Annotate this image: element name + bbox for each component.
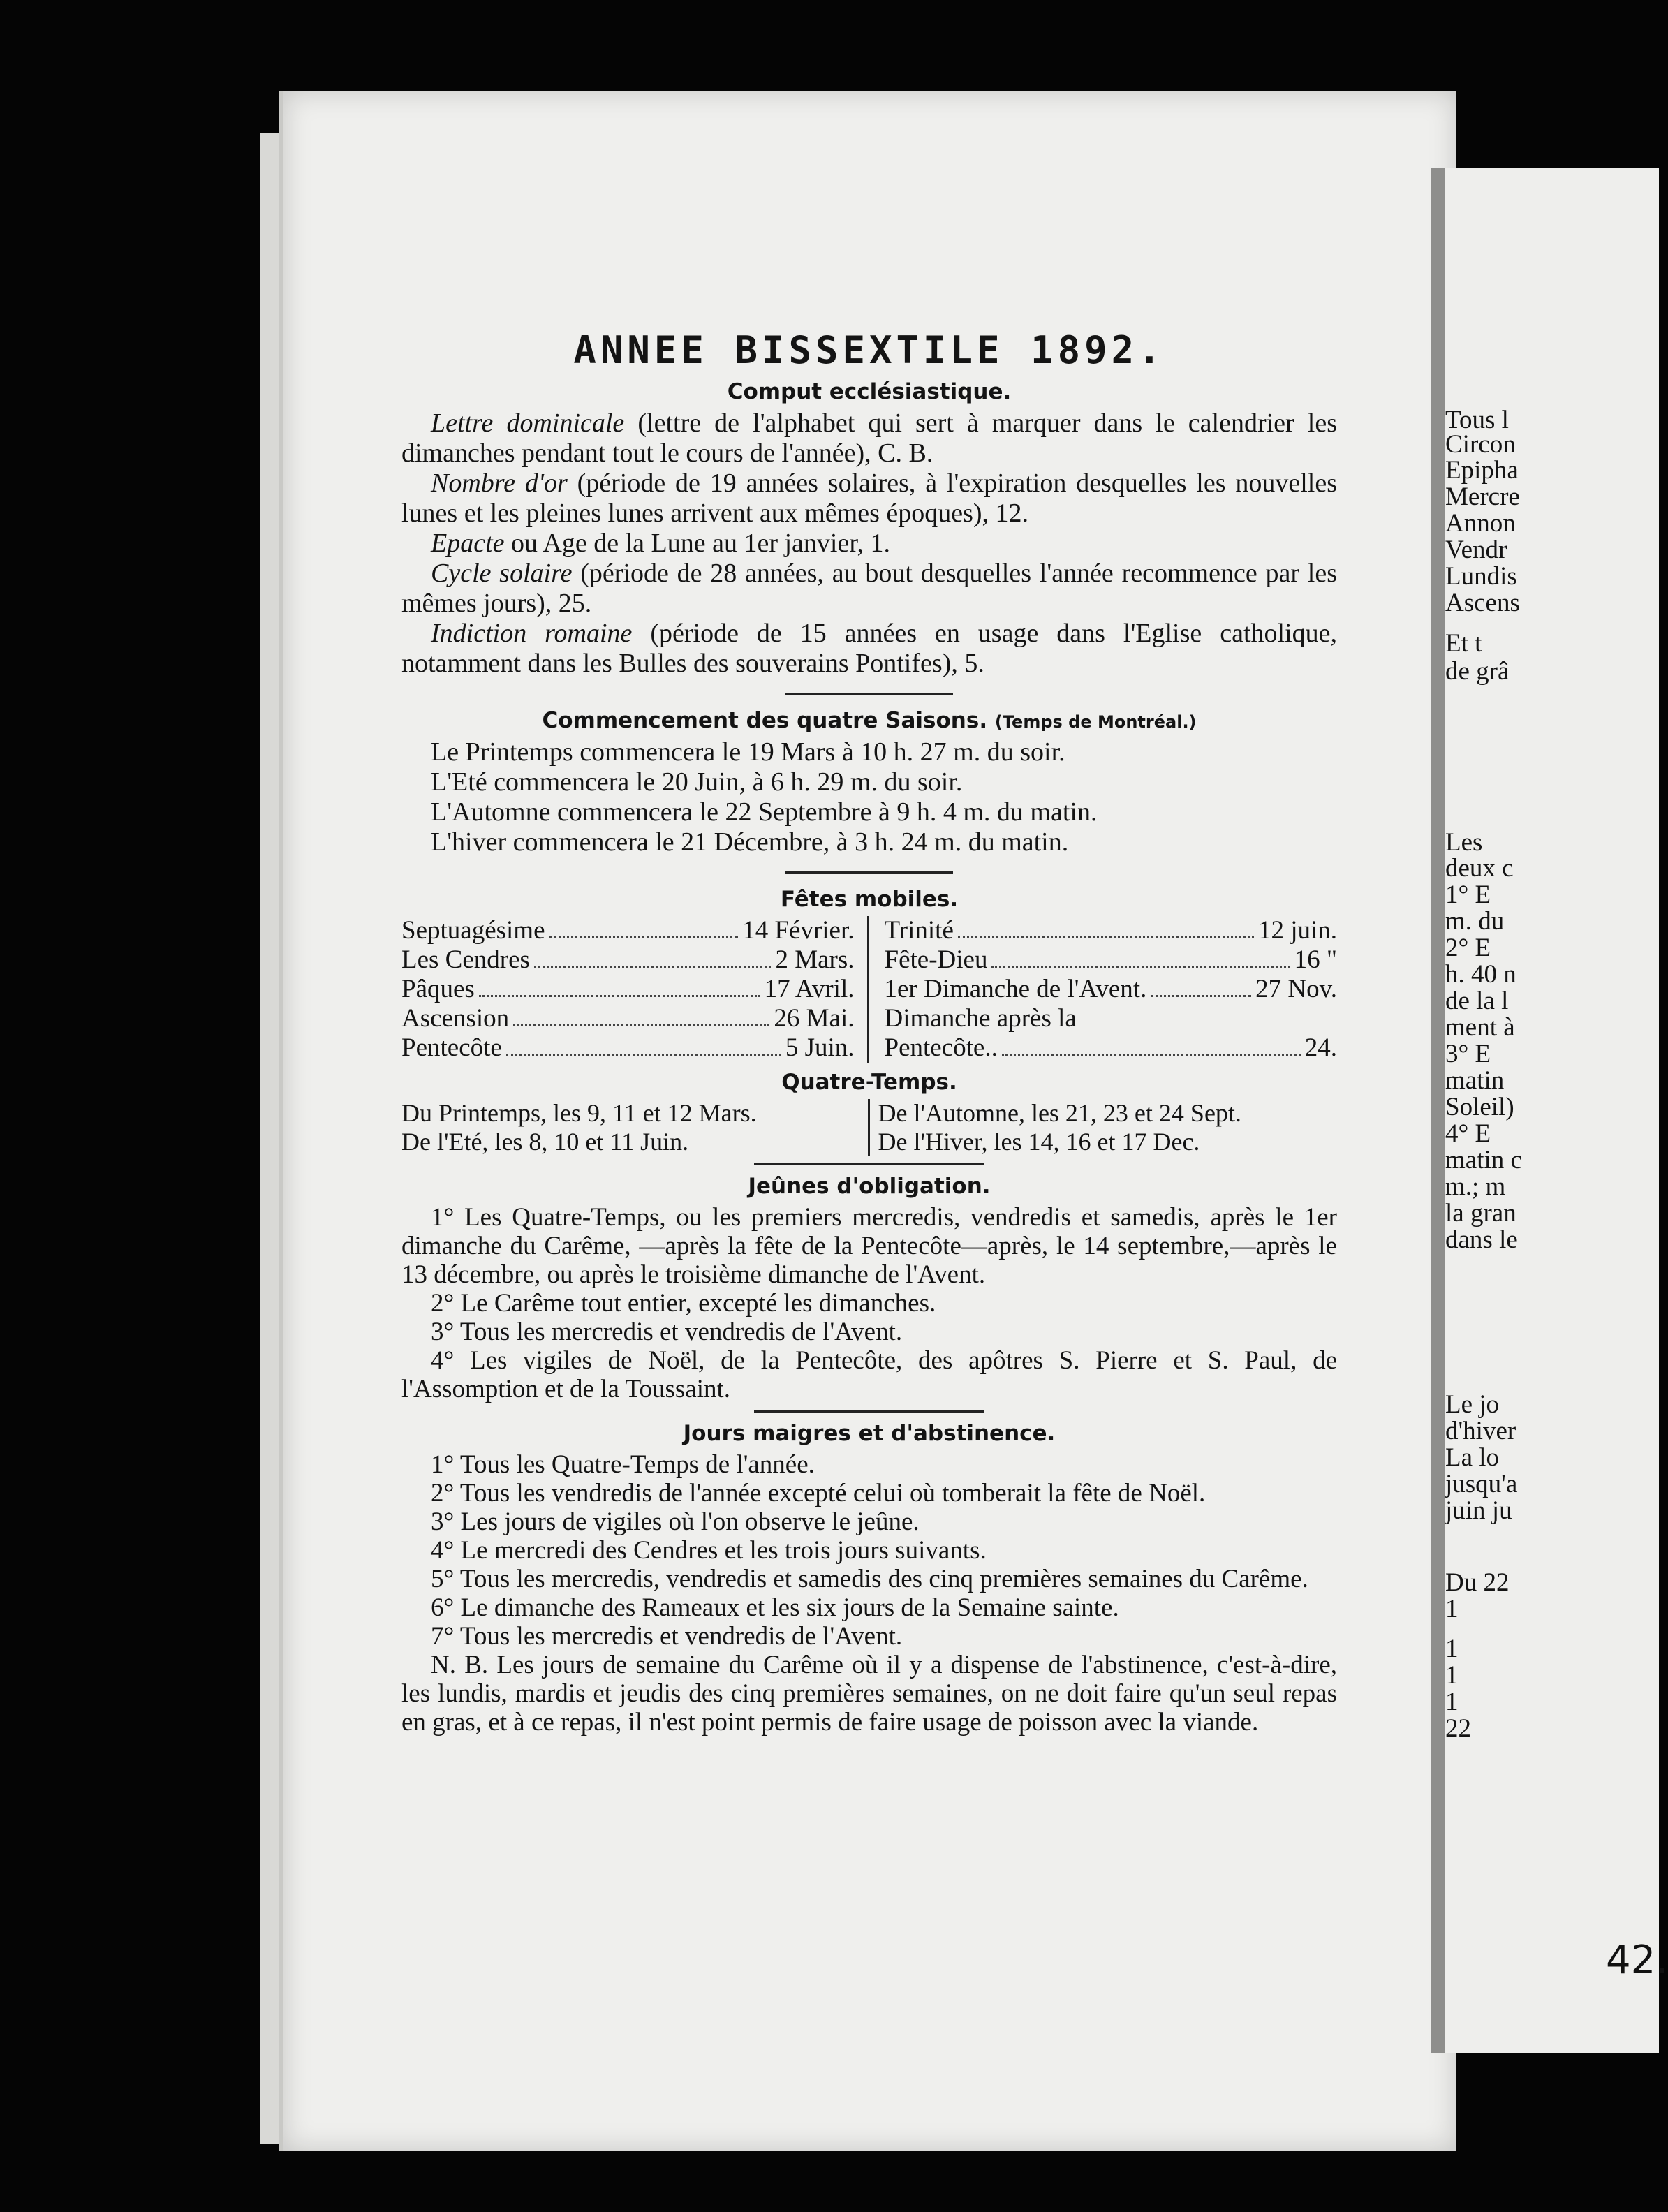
comput-text: (lettre de l'alphabet qui sert à marquer dans le calendrier les dimanches pendant tout le cours de l'année), C. B. bbox=[401, 408, 1337, 468]
season-line: L'hiver commencera le 21 Décembre, à 3 h. 24 m. du matin. bbox=[431, 827, 1069, 857]
quatre-temps-heading: Quatre-Temps. bbox=[781, 1070, 957, 1095]
right-page-line: deux c bbox=[1445, 854, 1514, 883]
right-page-line: jusqu'a bbox=[1445, 1470, 1518, 1498]
fete-row bbox=[885, 945, 1338, 975]
divider bbox=[754, 1410, 984, 1413]
right-page-line: Tous l bbox=[1445, 406, 1509, 434]
right-page-line: Vendr bbox=[1445, 536, 1507, 564]
fete-row bbox=[885, 1004, 1338, 1033]
divider bbox=[785, 693, 953, 695]
maigres-list bbox=[401, 1450, 1337, 1737]
right-page-line: d'hiver bbox=[1445, 1417, 1516, 1445]
right-page-line: ment à bbox=[1445, 1013, 1515, 1042]
jeunes-item: 4° Les vigiles de Noël, de la Pentecôte, des apôtres S. Pierre et S. Paul, de l'Assomption et de la Toussaint. bbox=[401, 1346, 1337, 1403]
fete-row bbox=[401, 1033, 855, 1063]
right-page-line: 3° E bbox=[1445, 1040, 1491, 1068]
fete-name: Septuagésime bbox=[401, 916, 545, 945]
fete-date: 2 Mars. bbox=[775, 945, 855, 974]
comput-text: (période de 28 années, au bout desquelles l'année recommence par les mêmes jours), 25. bbox=[401, 559, 1337, 618]
right-page-fragment bbox=[1445, 168, 1659, 2053]
leader-dots bbox=[506, 1033, 781, 1056]
right-page-line: matin bbox=[1445, 1066, 1505, 1095]
seasons-section bbox=[401, 737, 1337, 857]
right-page-line: Mercre bbox=[1445, 482, 1520, 511]
season-line: L'Eté commencera le 20 Juin, à 6 h. 29 m. du soir. bbox=[431, 767, 963, 797]
right-page-line: Et t bbox=[1445, 629, 1482, 658]
fete-name: Pentecôte.. bbox=[884, 1033, 998, 1062]
fete-name: Trinité bbox=[884, 916, 954, 945]
right-page-line: 1° E bbox=[1445, 880, 1491, 909]
jeunes-item: 2° Le Carême tout entier, excepté les dimanches. bbox=[431, 1289, 936, 1318]
seasons-heading: Commencement des quatre Saisons. (Temps de Montréal.) bbox=[542, 708, 1197, 733]
right-page-line: 1 bbox=[1445, 1635, 1459, 1663]
right-page-line: Annon bbox=[1445, 509, 1516, 538]
right-page-line: 1 bbox=[1445, 1595, 1459, 1623]
comput-heading: Comput ecclésiastique. bbox=[727, 379, 1012, 404]
comput-item bbox=[401, 529, 1337, 559]
page-title: ANNEE BISSEXTILE 1892. bbox=[573, 328, 1165, 372]
maigres-item: 2° Tous les vendredis de l'année excepté celui où tomberait la fête de Noël. bbox=[431, 1479, 1206, 1507]
fete-row bbox=[401, 916, 855, 945]
season-line: L'Automne commencera le 22 Septembre à 9 h. 4 m. du matin. bbox=[431, 797, 1098, 827]
jeunes-item: 3° Tous les mercredis et vendredis de l'Avent. bbox=[431, 1318, 903, 1346]
fete-row bbox=[885, 1033, 1338, 1063]
leader-dots bbox=[549, 916, 739, 938]
maigres-item: 3° Les jours de vigiles où l'on observe le jeûne. bbox=[431, 1507, 920, 1536]
page-edge bbox=[260, 133, 281, 2144]
fete-name: Pâques bbox=[401, 975, 475, 1003]
jeunes-item: 1° Les Quatre-Temps, ou les premiers mercredis, vendredis et samedis, après le 1er dimanche du Carême, —après la fête de la Pentecôte—après, le 14 septembre,—après le 13 décembre, ou après le troisième dimanche de l'Avent. bbox=[401, 1203, 1337, 1289]
fete-row bbox=[401, 1004, 855, 1033]
fete-row bbox=[885, 916, 1338, 945]
maigres-item: 6° Le dimanche des Rameaux et les six jours de la Semaine sainte. bbox=[431, 1593, 1119, 1622]
quatre-temps-left bbox=[401, 1099, 870, 1156]
maigres-item: 4° Le mercredi des Cendres et les trois jours suivants. bbox=[431, 1536, 987, 1565]
season-line: Le Printemps commencera le 19 Mars à 10 h. 27 m. du soir. bbox=[431, 737, 1065, 767]
right-page-line: Le jo bbox=[1445, 1390, 1500, 1419]
right-page-line: m.; m bbox=[1445, 1172, 1506, 1201]
divider bbox=[785, 871, 953, 874]
right-page-line: de grâ bbox=[1445, 657, 1510, 686]
right-page-line: matin c bbox=[1445, 1146, 1522, 1174]
comput-item bbox=[401, 559, 1337, 619]
right-page-line: m. du bbox=[1445, 907, 1505, 936]
fete-name: Pentecôte bbox=[401, 1033, 502, 1062]
fetes-right-column bbox=[869, 916, 1338, 1063]
maigres-item: 1° Tous les Quatre-Temps de l'année. bbox=[431, 1450, 815, 1479]
comput-term: Lettre dominicale bbox=[431, 408, 625, 438]
fete-date: 17 Avril. bbox=[764, 975, 855, 1003]
quatre-temps-line: De l'Hiver, les 14, 16 et 17 Dec. bbox=[878, 1128, 1200, 1156]
comput-item bbox=[401, 408, 1337, 469]
right-page-line: Du 22 bbox=[1445, 1568, 1510, 1597]
comput-item bbox=[401, 619, 1337, 679]
leader-dots bbox=[1151, 975, 1251, 997]
fete-date: 27 Nov. bbox=[1255, 975, 1337, 1003]
comput-item bbox=[401, 469, 1337, 529]
fete-name: Ascension bbox=[401, 1004, 510, 1033]
right-page-line: Epipha bbox=[1445, 456, 1519, 485]
right-page-line: Soleil) bbox=[1445, 1093, 1514, 1121]
fete-row bbox=[885, 975, 1338, 1004]
quatre-temps-line: De l'Eté, les 8, 10 et 11 Juin. bbox=[401, 1128, 689, 1156]
comput-text: (période de 19 années solaires, à l'expiration desquelles les nouvelles lunes et les pleines lunes arrivent aux mêmes époques), 12. bbox=[401, 469, 1337, 528]
right-page-line: 22 bbox=[1445, 1714, 1471, 1743]
leader-dots bbox=[534, 945, 772, 968]
divider bbox=[754, 1163, 984, 1165]
fetes-table bbox=[401, 916, 1337, 1063]
right-page-line: Ascens bbox=[1445, 589, 1520, 617]
fete-name: Les Cendres bbox=[401, 945, 530, 974]
fetes-left-column bbox=[401, 916, 869, 1063]
fete-name: Dimanche après la bbox=[884, 1004, 1077, 1033]
leader-dots bbox=[479, 975, 760, 997]
fete-date: 26 Mai. bbox=[774, 1004, 855, 1033]
comput-term: Indiction romaine bbox=[431, 619, 633, 648]
right-page-line: la gran bbox=[1445, 1199, 1516, 1227]
fete-name: 1er Dimanche de l'Avent. bbox=[884, 975, 1147, 1003]
fete-row bbox=[401, 945, 855, 975]
right-page-line: Les bbox=[1445, 828, 1483, 857]
comput-section bbox=[401, 408, 1337, 679]
fetes-heading: Fêtes mobiles. bbox=[780, 887, 959, 912]
right-page-line: Lundis bbox=[1445, 562, 1517, 591]
fete-date: 24. bbox=[1304, 1033, 1337, 1062]
leader-dots bbox=[513, 1004, 769, 1026]
quatre-temps-right bbox=[870, 1099, 1338, 1156]
right-page-line: 4° E bbox=[1445, 1119, 1491, 1148]
jeunes-list bbox=[401, 1203, 1337, 1403]
page-number: 42. bbox=[1606, 1938, 1668, 1983]
right-page-line: 2° E bbox=[1445, 934, 1491, 962]
leader-dots bbox=[958, 916, 1254, 938]
leader-dots bbox=[1002, 1033, 1301, 1056]
right-page-line: dans le bbox=[1445, 1225, 1518, 1254]
quatre-temps-line: Du Printemps, les 9, 11 et 12 Mars. bbox=[401, 1099, 757, 1127]
comput-term: Epacte bbox=[431, 529, 505, 558]
document-body bbox=[401, 328, 1337, 1737]
comput-text: ou Age de la Lune au 1er janvier, 1. bbox=[504, 529, 890, 558]
jeunes-heading: Jeûnes d'obligation. bbox=[748, 1174, 991, 1199]
fete-date: 5 Juin. bbox=[785, 1033, 855, 1062]
leader-dots bbox=[991, 945, 1290, 968]
fete-date: 16 " bbox=[1294, 945, 1337, 974]
right-page-line: de la l bbox=[1445, 987, 1509, 1015]
fete-name: Fête-Dieu bbox=[884, 945, 988, 974]
right-page-line: 1 bbox=[1445, 1688, 1459, 1716]
comput-term: Cycle solaire bbox=[431, 559, 573, 588]
comput-text: (période de 15 années en usage dans l'Eglise catholique, notamment dans les Bulles des souverains Pontifes), 5. bbox=[401, 619, 1337, 678]
quatre-temps-line: De l'Automne, les 21, 23 et 24 Sept. bbox=[878, 1099, 1241, 1127]
right-page-line: h. 40 n bbox=[1445, 960, 1516, 989]
fete-date: 12 juin. bbox=[1257, 916, 1337, 945]
maigres-item: N. B. Les jours de semaine du Carême où il y a dispense de l'abstinence, c'est-à-dire, les lundis, mardis et jeudis des cinq premières semaines, on ne doit faire qu'un seul repas en gras, et à ce repas, il n'est point permis de faire usage de poisson avec la viande. bbox=[401, 1651, 1337, 1737]
seasons-note: (Temps de Montréal.) bbox=[994, 712, 1197, 732]
right-page-line: juin ju bbox=[1445, 1496, 1512, 1525]
fete-row bbox=[401, 975, 855, 1004]
right-page-line: 1 bbox=[1445, 1661, 1459, 1690]
maigres-item: 7° Tous les mercredis et vendredis de l'Avent. bbox=[431, 1622, 903, 1651]
quatre-temps-table bbox=[401, 1099, 1337, 1156]
maigres-item: 5° Tous les mercredis, vendredis et samedis des cinq premières semaines du Carême. bbox=[431, 1565, 1308, 1593]
fete-date: 14 Février. bbox=[742, 916, 855, 945]
comput-term: Nombre d'or bbox=[431, 469, 568, 498]
right-page-line: Circon bbox=[1445, 430, 1516, 459]
maigres-heading: Jours maigres et d'abstinence. bbox=[683, 1421, 1056, 1446]
right-page-line: La lo bbox=[1445, 1443, 1500, 1472]
